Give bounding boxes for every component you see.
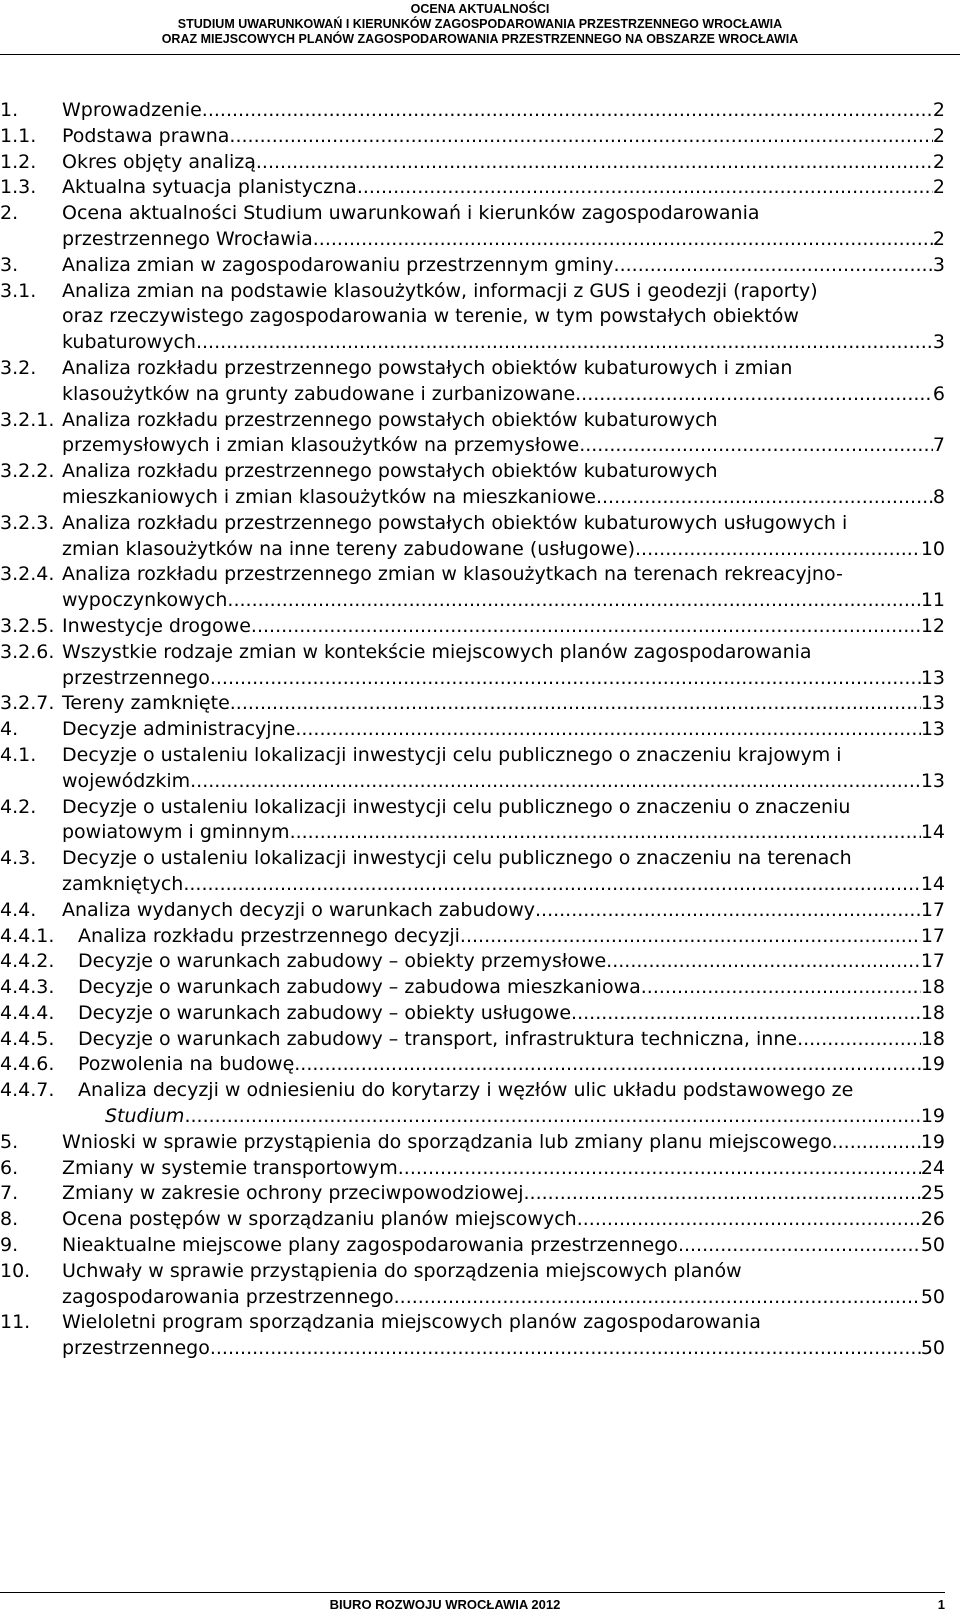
toc-entry-page: 2 [932,227,945,250]
toc-entry-title: kubaturowych [62,331,196,354]
toc-entry-title: zmian klasoużytków na inne tereny zabudowane (usługowe) [62,537,636,560]
toc-entry-number: 11. [0,1311,31,1334]
toc-entry-page: 17 [920,950,945,973]
toc-entry-title: przestrzennego Wrocławia [62,227,313,250]
page-footer [0,1597,945,1617]
dot-leader [535,898,921,924]
toc-entry[interactable] [0,408,945,460]
dot-leader [251,614,921,640]
toc-entry[interactable] [0,949,945,975]
toc-entry-number: 3.2.4. [0,563,55,586]
toc-entry[interactable] [0,795,945,847]
toc-entry-page: 19 [920,1053,945,1076]
toc-entry-title: wojewódzkim [62,769,191,792]
dot-leader [230,691,921,717]
toc-entry-title: Zmiany w zakresie ochrony przeciwpowodziowej [62,1182,524,1205]
toc-entry-title: Nieaktualne miejscowe plany zagospodarowania przestrzennego [62,1234,678,1257]
toc-entry-number: 3.1. [0,279,37,302]
toc-entry-page: 18 [920,1027,945,1050]
toc-entry-number: 2. [0,202,19,225]
toc-entry-title: Aktualna sytuacja planistyczna [62,176,357,199]
toc-entry-title-line: Analiza rozkładu przestrzennego powstałych obiektów kubaturowych [62,460,718,483]
toc-entry-number: 4.4.6. [0,1053,55,1076]
dot-leader [641,975,921,1001]
toc-entry-number: 4.3. [0,847,37,870]
toc-entry[interactable] [0,717,945,743]
toc-entry-title: Wprowadzenie [62,99,202,121]
toc-entry-title-line: Uchwały w sprawie przystąpienia do sporządzenia miejscowych planów [62,1259,742,1282]
toc-entry-number: 4.4.2. [0,950,55,973]
toc-entry[interactable] [0,175,945,201]
toc-entry[interactable] [0,98,945,124]
toc-entry-title-line: Decyzje o ustaleniu lokalizacji inwestycji celu publicznego o znaczeniu o znaczeniu [62,795,851,818]
toc-entry-number: 4.4.4. [0,1001,55,1024]
toc-entry-page: 25 [920,1182,945,1205]
toc-entry-title: Analiza rozkładu przestrzennego decyzji [78,924,460,947]
toc-entry[interactable] [0,1027,945,1053]
toc-entry-title: Pozwolenia na budowę [78,1053,295,1076]
toc-entry[interactable] [0,279,945,356]
toc-entry-title: przestrzennego [62,666,210,689]
toc-entry-number: 3.2.6. [0,640,55,663]
dot-leader [190,769,921,795]
toc-entry-page: 26 [920,1208,945,1231]
toc-entry-title: Ocena postępów w sporządzaniu planów miejscowych [62,1208,577,1231]
toc-entry-title: Wnioski w sprawie przystąpienia do sporządzania lub zmiany planu miejscowego. [62,1130,838,1153]
page-number: 1 [937,1597,945,1612]
toc-entry[interactable] [0,898,945,924]
dot-leader [227,588,920,614]
toc-entry[interactable] [0,356,945,408]
toc-entry-page: 13 [920,718,945,741]
toc-entry-page: 50 [920,1234,945,1257]
toc-entry-title: mieszkaniowych i zmian klasoużytków na mieszkaniowe [62,485,596,508]
toc-entry[interactable] [0,691,945,717]
toc-entry-number: 7. [0,1182,19,1205]
dot-leader [678,1233,921,1259]
toc-entry[interactable] [0,924,945,950]
dot-leader [357,175,933,201]
toc-entry-number: 1.3. [0,176,37,199]
toc-entry[interactable] [0,1181,945,1207]
dot-leader [571,1001,921,1027]
dot-leader [579,433,933,459]
toc-entry-number: 1.2. [0,150,37,173]
toc-entry-page: 7 [932,434,945,457]
toc-entry-page: 14 [920,821,945,844]
toc-entry-title: Inwestycje drogowe [62,614,251,637]
toc-entry-page: 17 [920,898,945,921]
dot-leader [229,124,932,150]
dot-leader [313,227,933,253]
toc-entry-title: Tereny zamknięte [62,692,230,715]
toc-entry[interactable] [0,201,945,253]
toc-entry-title: Decyzje o warunkach zabudowy – zabudowa mieszkaniowa [78,976,641,999]
dot-leader [294,1052,921,1078]
toc-entry[interactable] [0,1078,945,1130]
toc-entry-page: 50 [920,1337,945,1360]
toc-entry-number: 1.1. [0,124,37,147]
toc-entry-title: przestrzennego [62,1337,210,1360]
toc-entry-page: 8 [932,485,945,508]
toc-entry-title-line: Analiza zmian na podstawie klasoużytków, informacji z GUS i geodezji (raporty) [62,279,818,302]
header-divider [0,54,960,55]
toc-entry-title-line: Decyzje o ustaleniu lokalizacji inwestycji celu publicznego o znaczeniu krajowym i [62,743,842,766]
toc-entry[interactable] [0,640,945,692]
toc-entry[interactable] [0,846,945,898]
toc-entry-title-line: Analiza decyzji w odniesieniu do korytarzy i węzłów ulic układu podstawowego ze [78,1079,854,1102]
toc-entry-title: powiatowym i gminnym [62,821,290,844]
toc-entry-number: 4. [0,718,19,741]
toc-entry-title: klasoużytków na grunty zabudowane i zurbanizowane [62,382,576,405]
toc-entry-title: Analiza wydanych decyzji o warunkach zabudowy [62,898,535,921]
toc-entry-number: 4.4.7. [0,1079,55,1102]
dot-leader [210,1336,921,1362]
page-header [0,0,960,60]
toc-entry-page: 10 [920,537,945,560]
toc-entry-title-line: Wieloletni program sporządzania miejscowych planów zagospodarowania [62,1311,761,1334]
toc-entry-title-line: Analiza rozkładu przestrzennego zmian w klasoużytkach na terenach rekreacyjno- [62,563,843,586]
toc-entry-number: 8. [0,1208,19,1231]
dot-leader [290,820,921,846]
toc-entry[interactable] [0,150,945,176]
toc-entry[interactable] [0,253,945,279]
toc-entry-page: 2 [932,150,945,173]
toc-entry[interactable] [0,614,945,640]
dot-leader [398,1156,921,1182]
toc-entry-number: 6. [0,1156,19,1179]
toc-entry-page: 18 [920,976,945,999]
toc-entry[interactable] [0,1001,945,1027]
toc-entry-title: Decyzje administracyjne [62,718,296,741]
toc-entry-title-line: Ocena aktualności Studium uwarunkowań i kierunków zagospodarowania [62,202,760,225]
dot-leader [460,924,921,950]
toc-entry[interactable] [0,562,945,614]
toc-entry-title: zamkniętych [62,872,184,895]
toc-entry-title: Studium [105,1105,185,1128]
table-of-contents [0,98,945,1362]
toc-entry-number: 4.4.5. [0,1027,55,1050]
toc-entry[interactable] [0,1207,945,1233]
toc-entry-number: 4.1. [0,743,37,766]
toc-entry-title-line: Analiza rozkładu przestrzennego powstałych obiektów kubaturowych [62,408,718,431]
toc-entry-title-line: Analiza rozkładu przestrzennego powstałych obiektów kubaturowych usługowych i [62,511,848,534]
toc-entry[interactable] [0,124,945,150]
toc-entry-title-line: Analiza rozkładu przestrzennego powstałych obiektów kubaturowych i zmian [62,356,793,379]
toc-entry-title-line: Wszystkie rodzaje zmian w kontekście miejscowych planów zagospodarowania [62,640,812,663]
toc-entry-page: 11 [920,589,945,612]
toc-entry-title: wypoczynkowych [62,589,228,612]
toc-entry-page: 6 [932,382,945,405]
dot-leader [575,382,933,408]
dot-leader [256,150,933,176]
toc-entry-title: przemysłowych i zmian klasoużytków na przemysłowe [62,434,580,457]
dot-leader [202,98,933,124]
header-title-line-2: STUDIUM UWARUNKOWAŃ I KIERUNKÓW ZAGOSPODAROWANIA PRZESTRZENNEGO WROCŁAWIA [177,17,783,31]
toc-entry-title-line: Decyzje o ustaleniu lokalizacji inwestycji celu publicznego o znaczeniu na terenach [62,847,852,870]
toc-entry-page: 24 [920,1156,945,1179]
toc-entry-title: Decyzje o warunkach zabudowy – transport, infrastruktura techniczna, inne [78,1027,798,1050]
dot-leader [210,666,921,692]
toc-entry-page: 13 [920,769,945,792]
header-title-line-1: OCENA AKTUALNOŚCI [410,2,550,16]
toc-entry-number: 3.2.5. [0,614,55,637]
toc-entry-number: 10. [0,1259,31,1282]
toc-entry-number: 9. [0,1234,19,1257]
toc-entry-number: 5. [0,1130,19,1153]
toc-entry[interactable] [0,1156,945,1182]
dot-leader [596,485,933,511]
toc-entry-number: 4.2. [0,795,37,818]
toc-entry-title: Zmiany w systemie transportowym [62,1156,398,1179]
toc-entry-page: 19 [920,1105,945,1128]
toc-entry-number: 3.2. [0,356,37,379]
toc-entry-page: 2 [932,99,945,121]
toc-entry[interactable] [0,1310,945,1362]
toc-entry[interactable] [0,459,945,511]
toc-entry[interactable] [0,511,945,563]
toc-entry-page: 13 [920,692,945,715]
toc-entry-number: 4.4.1. [0,924,55,947]
toc-entry-number: 4.4.3. [0,976,55,999]
dot-leader [295,717,921,743]
dot-leader [838,1130,921,1156]
dot-leader [797,1027,921,1053]
footer-label: BIURO ROZWOJU WROCŁAWIA 2012 [329,1597,561,1612]
toc-entry-title: Decyzje o warunkach zabudowy – obiekty usługowe [78,1001,572,1024]
toc-entry-page: 17 [920,924,945,947]
toc-entry-page: 3 [932,253,945,276]
dot-leader [184,1104,920,1130]
toc-entry-number: 3.2.3. [0,511,55,534]
toc-entry[interactable] [0,1259,945,1311]
toc-entry-number: 3.2.1. [0,408,55,431]
toc-entry-page: 19 [920,1130,945,1153]
dot-leader [524,1181,921,1207]
dot-leader [183,872,920,898]
dot-leader [577,1207,921,1233]
toc-entry-title: Okres objęty analizą [62,150,256,173]
dot-leader [614,253,933,279]
toc-entry-number: 3. [0,253,19,276]
dot-leader [394,1285,921,1311]
toc-entry-page: 13 [920,666,945,689]
toc-entry-page: 2 [932,176,945,199]
toc-entry-number: 4.4. [0,898,37,921]
toc-entry-title: zagospodarowania przestrzennego [62,1285,394,1308]
toc-entry-page: 2 [932,124,945,147]
dot-leader [606,949,921,975]
toc-entry-page: 50 [920,1285,945,1308]
toc-entry-page: 18 [920,1001,945,1024]
toc-entry-number: 1. [0,99,19,121]
toc-entry-number: 3.2.2. [0,460,55,483]
toc-entry-page: 3 [932,331,945,354]
toc-entry[interactable] [0,1052,945,1078]
toc-entry-page: 14 [920,872,945,895]
dot-leader [196,330,933,356]
toc-entry-title: Analiza zmian w zagospodarowaniu przestrzennym gminy [62,253,614,276]
footer-divider [0,1592,945,1593]
toc-entry[interactable] [0,1233,945,1259]
header-title-line-3: ORAZ MIEJSCOWYCH PLANÓW ZAGOSPODAROWANIA PRZESTRZENNEGO NA OBSZARZE WROCŁAWIA [161,32,799,46]
toc-entry[interactable] [0,1130,945,1156]
toc-entry-number: 3.2.7. [0,692,55,715]
toc-entry-page: 12 [920,614,945,637]
toc-entry-title-line: oraz rzeczywistego zagospodarowania w terenie, w tym powstałych obiektów [62,305,799,328]
toc-entry-title: Decyzje o warunkach zabudowy – obiekty przemysłowe [78,950,607,973]
toc-entry[interactable] [0,743,945,795]
dot-leader [635,537,921,563]
toc-entry[interactable] [0,975,945,1001]
toc-entry-title: Podstawa prawna [62,124,230,147]
